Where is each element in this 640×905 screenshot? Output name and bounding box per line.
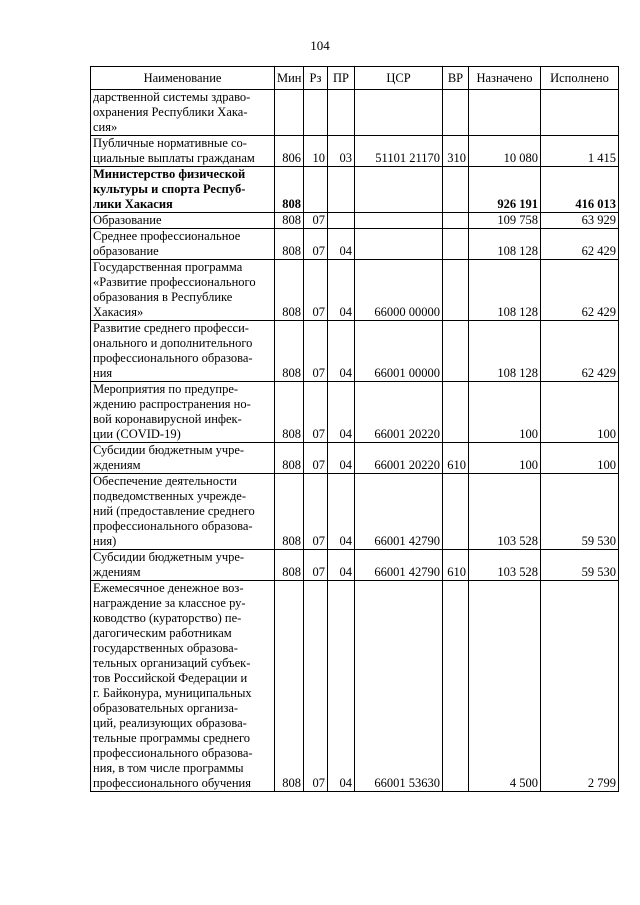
row-assigned: 926 191	[469, 167, 541, 213]
row-vr	[443, 213, 469, 229]
row-rz: 07	[304, 260, 328, 321]
header-pr: ПР	[328, 67, 355, 90]
row-csr	[355, 167, 443, 213]
table-row	[91, 90, 619, 136]
header-vr: ВР	[443, 67, 469, 90]
row-min: 808	[275, 474, 304, 550]
row-name: Среднее профессиональное образование	[91, 229, 275, 260]
row-csr	[355, 90, 443, 136]
row-executed: 100	[541, 382, 619, 443]
table-row	[91, 382, 619, 443]
row-executed: 2 799	[541, 581, 619, 792]
row-pr: 04	[328, 321, 355, 382]
table-row	[91, 321, 619, 382]
row-min: 808	[275, 382, 304, 443]
row-name: Государственная программа «Развитие профессионального образования в Республике Хакасия»	[91, 260, 275, 321]
row-name: Образование	[91, 213, 275, 229]
row-vr	[443, 474, 469, 550]
row-assigned: 4 500	[469, 581, 541, 792]
row-vr	[443, 321, 469, 382]
row-executed: 1 415	[541, 136, 619, 167]
table-row	[91, 474, 619, 550]
row-vr	[443, 90, 469, 136]
row-csr: 66001 53630	[355, 581, 443, 792]
budget-table	[90, 66, 619, 792]
row-assigned: 100	[469, 443, 541, 474]
row-csr: 66001 00000	[355, 321, 443, 382]
row-min: 808	[275, 229, 304, 260]
row-min: 808	[275, 550, 304, 581]
row-pr	[328, 213, 355, 229]
table-row	[91, 581, 619, 792]
header-executed: Исполнено	[541, 67, 619, 90]
row-executed	[541, 90, 619, 136]
row-executed: 62 429	[541, 321, 619, 382]
row-min: 808	[275, 581, 304, 792]
row-name: Публичные нормативные со- циальные выплаты гражданам	[91, 136, 275, 167]
row-assigned: 108 128	[469, 321, 541, 382]
row-min: 808	[275, 260, 304, 321]
row-executed: 100	[541, 443, 619, 474]
row-assigned: 103 528	[469, 474, 541, 550]
row-executed: 59 530	[541, 474, 619, 550]
row-csr: 51101 21170	[355, 136, 443, 167]
row-vr	[443, 229, 469, 260]
row-pr: 04	[328, 229, 355, 260]
page-number: 104	[310, 38, 330, 53]
row-rz: 07	[304, 443, 328, 474]
row-min: 808	[275, 167, 304, 213]
row-min: 808	[275, 321, 304, 382]
row-name: дарственной системы здраво- охранения Республики Хака- сия»	[91, 90, 275, 136]
row-assigned	[469, 90, 541, 136]
row-name: Министерство физической культуры и спорта Респуб- лики Хакасия	[91, 167, 275, 213]
row-assigned: 108 128	[469, 260, 541, 321]
row-rz	[304, 90, 328, 136]
row-csr: 66001 42790	[355, 474, 443, 550]
row-pr: 04	[328, 581, 355, 792]
row-pr: 04	[328, 443, 355, 474]
header-min: Мин	[275, 67, 304, 90]
table-header-row	[91, 67, 619, 90]
row-csr: 66001 20220	[355, 443, 443, 474]
row-min	[275, 90, 304, 136]
table-row-ministry	[91, 167, 619, 213]
row-rz: 07	[304, 213, 328, 229]
row-pr: 04	[328, 550, 355, 581]
row-csr: 66000 00000	[355, 260, 443, 321]
table-row	[91, 550, 619, 581]
row-pr: 04	[328, 382, 355, 443]
row-min: 808	[275, 213, 304, 229]
header-csr: ЦСР	[355, 67, 443, 90]
row-rz: 07	[304, 474, 328, 550]
row-pr: 04	[328, 474, 355, 550]
table-row	[91, 443, 619, 474]
row-vr	[443, 382, 469, 443]
row-pr	[328, 167, 355, 213]
row-rz: 07	[304, 229, 328, 260]
row-vr: 610	[443, 550, 469, 581]
table-row	[91, 136, 619, 167]
table-row	[91, 229, 619, 260]
header-assigned: Назначено	[469, 67, 541, 90]
row-rz: 07	[304, 581, 328, 792]
row-vr	[443, 167, 469, 213]
row-vr: 310	[443, 136, 469, 167]
row-rz: 07	[304, 382, 328, 443]
row-name: Субсидии бюджетным учре- ждениям	[91, 443, 275, 474]
row-csr: 66001 42790	[355, 550, 443, 581]
row-min: 808	[275, 443, 304, 474]
row-executed: 59 530	[541, 550, 619, 581]
row-rz	[304, 167, 328, 213]
row-pr	[328, 90, 355, 136]
header-name: Наименование	[91, 67, 275, 90]
row-vr	[443, 581, 469, 792]
row-executed: 416 013	[541, 167, 619, 213]
row-assigned: 100	[469, 382, 541, 443]
row-name: Мероприятия по предупре- ждению распространения но- вой коронавирусной инфек- ции (COVID-19)	[91, 382, 275, 443]
row-min: 806	[275, 136, 304, 167]
table-row	[91, 260, 619, 321]
row-csr	[355, 229, 443, 260]
row-assigned: 10 080	[469, 136, 541, 167]
table-row	[91, 213, 619, 229]
row-executed: 63 929	[541, 213, 619, 229]
row-name: Обеспечение деятельности подведомственных учрежде- ний (предоставление среднего профессионального образова- ния)	[91, 474, 275, 550]
row-rz: 07	[304, 321, 328, 382]
row-assigned: 108 128	[469, 229, 541, 260]
row-assigned: 109 758	[469, 213, 541, 229]
row-csr: 66001 20220	[355, 382, 443, 443]
row-pr: 04	[328, 260, 355, 321]
row-pr: 03	[328, 136, 355, 167]
row-vr	[443, 260, 469, 321]
row-executed: 62 429	[541, 260, 619, 321]
row-executed: 62 429	[541, 229, 619, 260]
row-name: Ежемесячное денежное воз- награждение за классное ру- ководство (кураторство) пе- дагогическим работникам государственных образова- тельных организаций субъек- тов Российской Федерации и г. Байконура, муниципальных образовательных организа- ций, реализующих образова- тельные программы среднего профессионального образова- ния, в том числе программы профессионального обучения	[91, 581, 275, 792]
row-vr: 610	[443, 443, 469, 474]
header-rz: Рз	[304, 67, 328, 90]
row-name: Субсидии бюджетным учре- ждениям	[91, 550, 275, 581]
row-rz: 07	[304, 550, 328, 581]
row-name: Развитие среднего професси- онального и дополнительного профессионального образова- ния	[91, 321, 275, 382]
row-rz: 10	[304, 136, 328, 167]
row-csr	[355, 213, 443, 229]
row-assigned: 103 528	[469, 550, 541, 581]
